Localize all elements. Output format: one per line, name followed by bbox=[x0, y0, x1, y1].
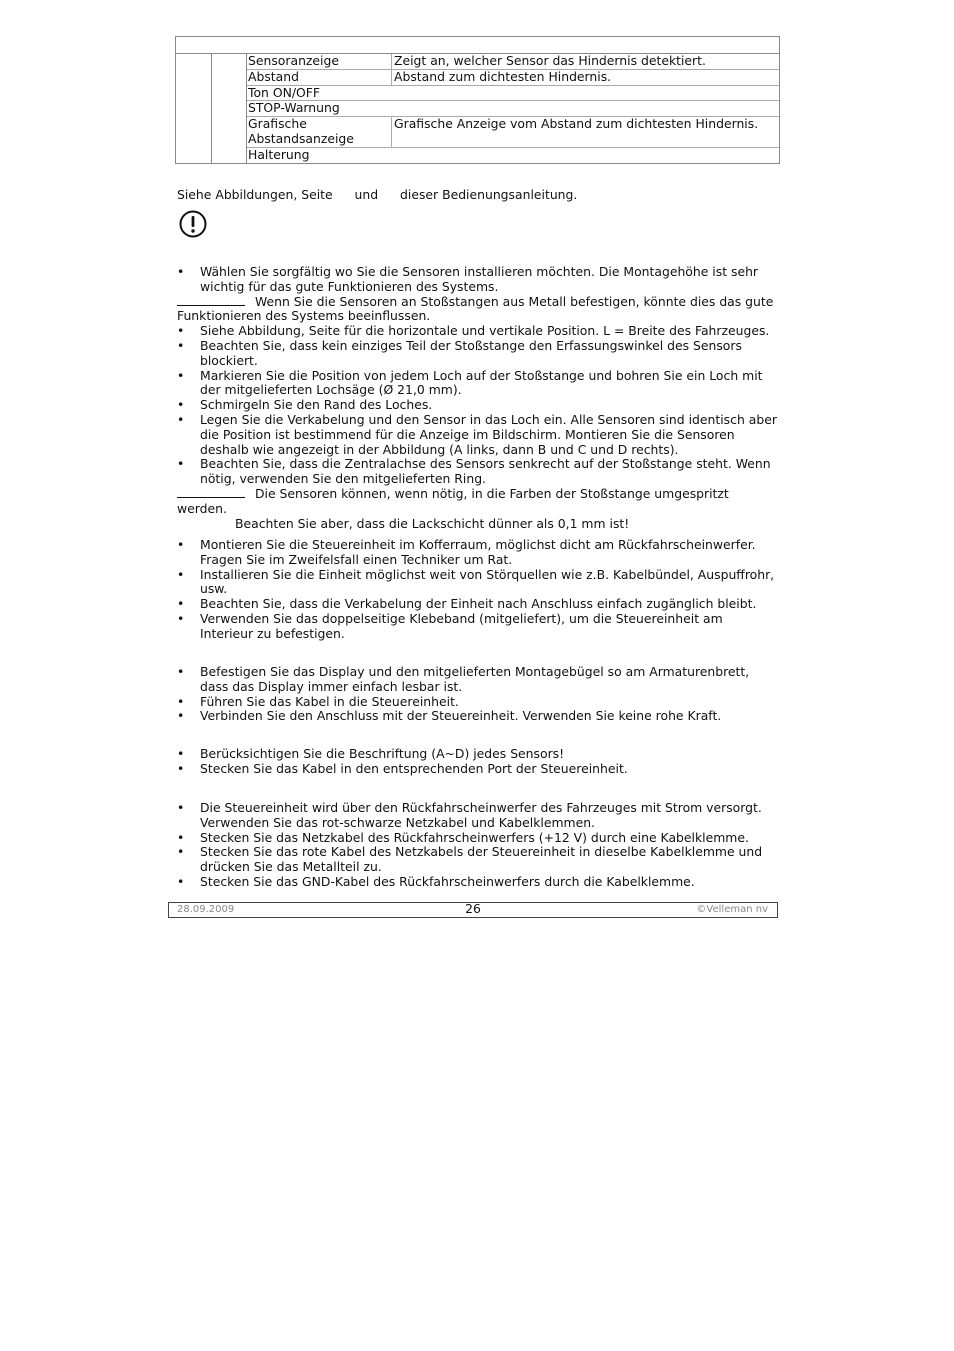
footer-copyright: ©Velleman nv bbox=[696, 904, 768, 915]
table-cell-name: Ton ON/OFF bbox=[248, 84, 321, 100]
list-item: • Installieren Sie die Einheit möglichst weit von Störquellen wie z.B. Kabelbündel, Auspuffrohr, usw. bbox=[177, 568, 777, 598]
list-item: • Stecken Sie das Netzkabel des Rückfahrscheinwerfers (+12 V) durch eine Kabelklemme. bbox=[177, 831, 777, 846]
list-item: • Stecken Sie das GND-Kabel des Rückfahrscheinwerfers durch die Kabelklemme. bbox=[177, 875, 777, 890]
parts-table bbox=[175, 36, 780, 164]
list-item: • Schmirgeln Sie den Rand des Loches. bbox=[177, 398, 777, 413]
table-cell-name: Grafische Abstandsanzeige bbox=[246, 117, 392, 147]
table-cell-description: Abstand zum dichtesten Hindernis. bbox=[394, 68, 612, 84]
note-paint bbox=[177, 487, 777, 517]
table-row bbox=[246, 70, 779, 86]
list-item: • Beachten Sie, dass die Verkabelung der Einheit nach Anschluss einfach zugänglich bleibt. bbox=[177, 597, 777, 612]
table-row bbox=[246, 86, 779, 102]
note-text: Wenn Sie die Sensoren an Stoßstangen aus Metall befestigen, könnte dies das gute Funktionieren des Systems beeinflussen. bbox=[177, 293, 774, 324]
intro-text-2: und bbox=[354, 187, 379, 202]
note-label-blank bbox=[177, 295, 245, 306]
table-column-number bbox=[176, 54, 212, 163]
list-item: • Beachten Sie, dass die Zentralachse des Sensors senkrecht auf der Stoßstange steht. Wenn nötig, verwenden Sie den mitgelieferten Ring. bbox=[177, 457, 777, 487]
page-number: 26 bbox=[465, 901, 481, 916]
control-unit-section bbox=[177, 538, 777, 642]
table-row bbox=[246, 148, 779, 163]
table-cell-name: Sensoranzeige bbox=[246, 54, 392, 69]
sensor-installation-section bbox=[177, 265, 777, 531]
list-item: • Stecken Sie das Kabel in den entsprechenden Port der Steuereinheit. bbox=[177, 762, 777, 777]
list-item: • Führen Sie das Kabel in die Steuereinheit. bbox=[177, 695, 777, 710]
table-cell-name: Abstand bbox=[246, 70, 392, 85]
list-item: • Befestigen Sie das Display und den mitgelieferten Montagebügel so am Armaturenbrett, dass das Display immer einfach lesbar ist. bbox=[177, 665, 777, 695]
note-paint-continued: Beachten Sie aber, dass die Lackschicht dünner als 0,1 mm ist! bbox=[235, 515, 630, 531]
list-item: • Verbinden Sie den Anschluss mit der Steuereinheit. Verwenden Sie keine rohe Kraft. bbox=[177, 709, 777, 724]
table-cell-description: Zeigt an, welcher Sensor das Hindernis detektiert. bbox=[394, 53, 706, 68]
table-cell-name: STOP-Warnung bbox=[248, 100, 340, 116]
intro-line bbox=[177, 188, 777, 203]
intro-text-1: Siehe Abbildungen, Seite bbox=[177, 187, 333, 202]
table-row bbox=[246, 117, 779, 148]
table-column-index bbox=[211, 54, 247, 163]
warning-exclamation-icon bbox=[179, 210, 207, 238]
table-cell-name: Halterung bbox=[248, 146, 310, 162]
list-item: • Wählen Sie sorgfältig wo Sie die Sensoren installieren möchten. Die Montagehöhe ist sehr wichtig für das gute Funktionieren des Systems. bbox=[177, 265, 777, 295]
note-text: Die Sensoren können, wenn nötig, in die Farben der Stoßstange umgespritzt werden. bbox=[177, 485, 729, 516]
power-connection-section bbox=[177, 801, 777, 890]
note-label-blank bbox=[177, 487, 245, 498]
note-metal-bumper bbox=[177, 295, 777, 325]
sensor-connection-section bbox=[177, 747, 777, 777]
page-footer bbox=[168, 902, 778, 918]
intro-text-3: dieser Bedienungsanleitung. bbox=[400, 187, 578, 202]
table-row bbox=[246, 54, 779, 70]
table-cell-description: Grafische Anzeige vom Abstand zum dichtesten Hindernis. bbox=[394, 116, 759, 132]
list-item: • Die Steuereinheit wird über den Rückfahrscheinwerfer des Fahrzeuges mit Strom versorgt. Verwenden Sie das rot-schwarze Netzkabel und Kabelklemmen. bbox=[177, 801, 777, 831]
list-item: • Berücksichtigen Sie die Beschriftung (A~D) jedes Sensors! bbox=[177, 747, 777, 762]
list-item: • Montieren Sie die Steuereinheit im Kofferraum, möglichst dicht am Rückfahrscheinwerfer. Fragen Sie im Zweifelsfall einen Techniker um Rat. bbox=[177, 538, 777, 568]
table-header-row bbox=[176, 37, 779, 54]
table-row bbox=[246, 101, 779, 117]
list-item: • Siehe Abbildung, Seite für die horizontale und vertikale Position. L = Breite des Fahrzeuges. bbox=[177, 324, 777, 339]
list-item: • Beachten Sie, dass kein einziges Teil der Stoßstange den Erfassungswinkel des Sensors blockiert. bbox=[177, 339, 777, 369]
list-item: • Stecken Sie das rote Kabel des Netzkabels der Steuereinheit in dieselbe Kabelklemme und drücken Sie das Metallteil zu. bbox=[177, 845, 777, 875]
list-item: • Verwenden Sie das doppelseitige Klebeband (mitgeliefert), um die Steuereinheit am Interieur zu befestigen. bbox=[177, 612, 777, 642]
list-item: • Legen Sie die Verkabelung und den Sensor in das Loch ein. Alle Sensoren sind identisch aber die Position ist bestimmend für die Anzeige im Bildschirm. Montieren Sie die Sensoren deshalb wie angezeigt in der Abbildung (A links, dann B und C und D rechts). bbox=[177, 413, 777, 457]
display-section bbox=[177, 665, 777, 724]
table-body bbox=[176, 54, 779, 163]
list-item: • Markieren Sie die Position von jedem Loch auf der Stoßstange und bohren Sie ein Loch mit der mitgelieferten Lochsäge (Ø 21,0 mm). bbox=[177, 369, 777, 399]
footer-date: 28.09.2009 bbox=[177, 904, 235, 915]
